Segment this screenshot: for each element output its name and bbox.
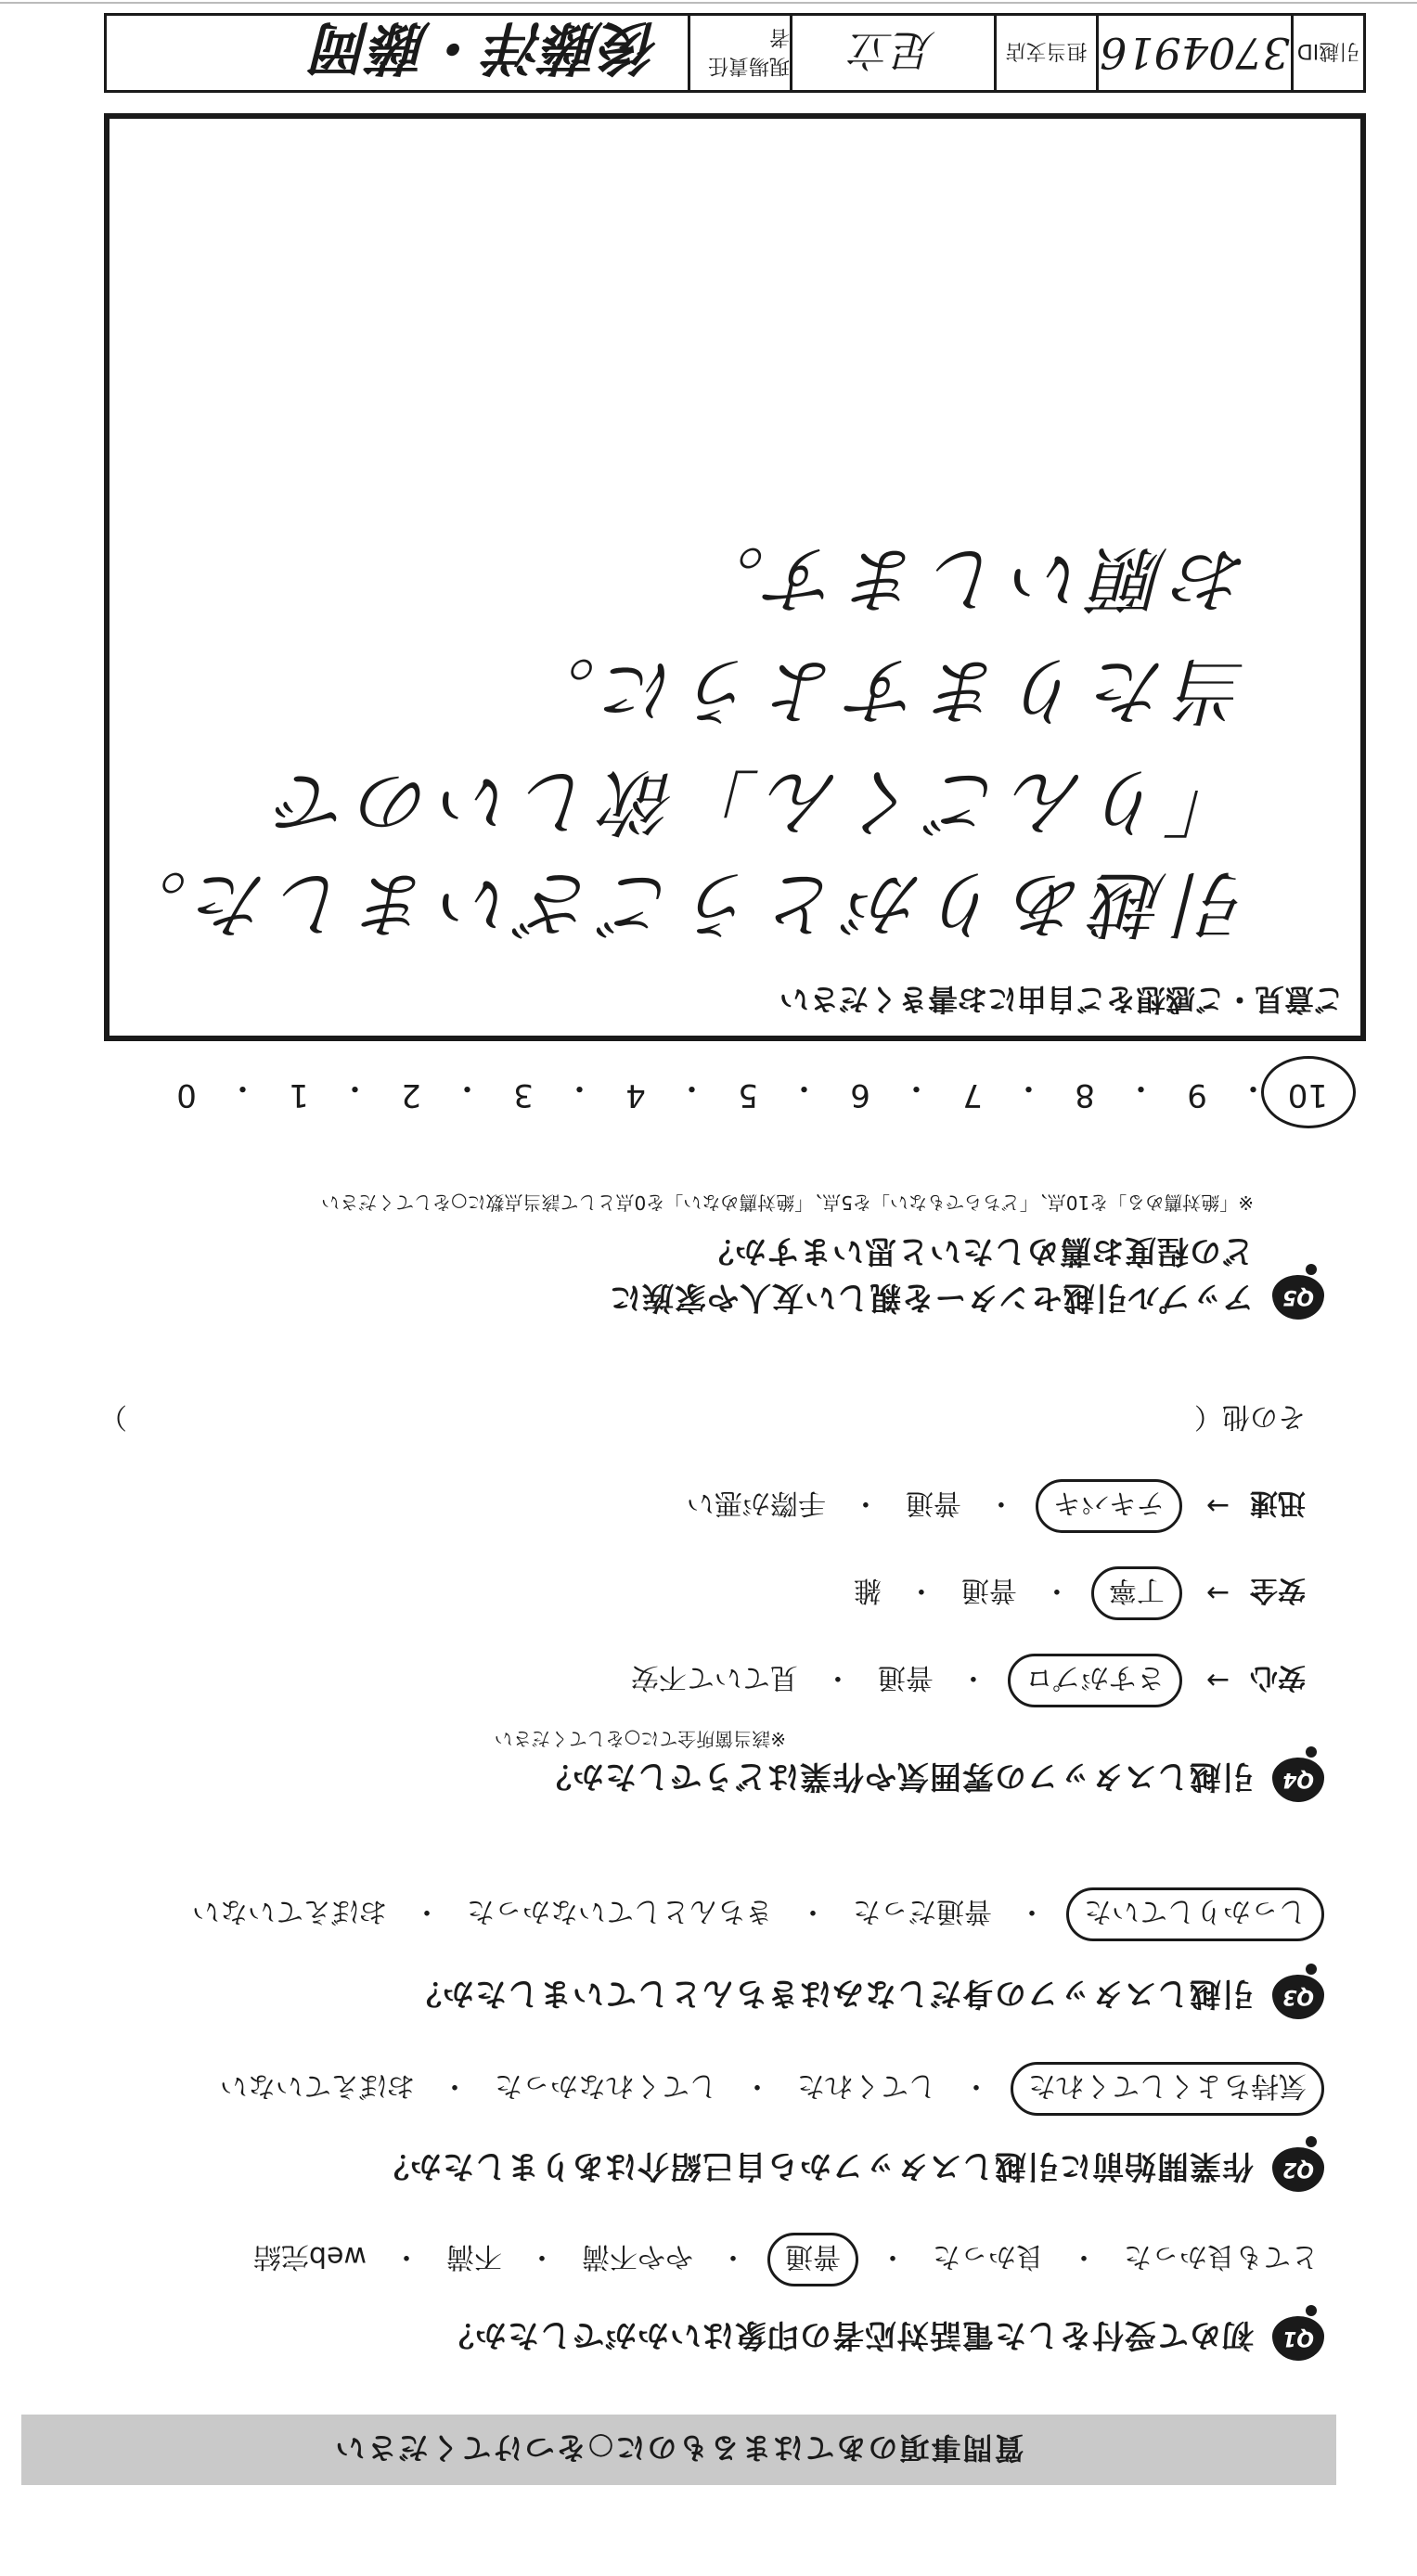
q1-options: とても良かった ・ 良かった ・ 普通 ・ やや不満 ・ 不満 ・ web完結 <box>248 2233 1324 2286</box>
q4-option[interactable]: 雑 <box>853 1574 882 1606</box>
scale-option[interactable]: 0 <box>176 1076 197 1114</box>
scale-option[interactable]: 9 <box>1187 1076 1207 1114</box>
q4-option[interactable]: 手際が悪い <box>686 1487 826 1519</box>
arrow-right-icon: → <box>1205 1489 1230 1523</box>
scale-option[interactable]: 7 <box>962 1076 983 1114</box>
q4-option[interactable]: 普通 <box>960 1574 1017 1606</box>
q4-option[interactable]: 普通 <box>877 1661 934 1694</box>
scale-option[interactable]: 8 <box>1075 1076 1095 1114</box>
branch-value: 足立 <box>790 16 994 90</box>
q2-option[interactable]: してくれた <box>797 2069 936 2102</box>
id-label: 引越ID <box>1291 16 1363 90</box>
q5-question-line1: アップル引越センターを親しい友人や家族に <box>609 1279 1254 1316</box>
q4-other <box>99 1399 1306 1440</box>
comment-box[interactable] <box>104 113 1366 1041</box>
q4-option-selected[interactable]: 丁寧 <box>1091 1566 1182 1620</box>
branch-label: 担当支店 <box>994 16 1096 90</box>
leader-value: 後藤洋・藤岡 <box>314 14 660 83</box>
q2-badge: Q2 <box>1272 2147 1324 2192</box>
id-value: 3704916 <box>1096 16 1291 90</box>
q3-option[interactable]: 普通だった <box>853 1895 992 1927</box>
instruction-text: 質問事項のあてはまるものに○をつけてください <box>333 2430 1024 2466</box>
q1-option[interactable]: とても良かった <box>1124 2240 1319 2273</box>
comment-title: ご意見・ご感想をご自由にお書きください <box>779 982 1344 1017</box>
q4-question: 引越しスタッフの雰囲気や作業はどうでしたか？ <box>539 1758 1254 1795</box>
instruction-banner <box>21 2415 1336 2485</box>
q4-option[interactable]: 見ていて不安 <box>630 1661 798 1694</box>
q2-question: 作業開始前に引越しスタッフから自己紹介はありましたか？ <box>377 2147 1254 2184</box>
q2-option[interactable]: してくれなかった <box>495 2069 717 2102</box>
q4-row-anshin: 安心 → さすがプロ ・ 普通 ・ 見ていて不安 <box>625 1654 1306 1707</box>
q5-question-line2: どの程度お薦めしたいと思いますか？ <box>702 1232 1254 1269</box>
comment-line: お願いします。 <box>683 536 1249 620</box>
q2-option-selected[interactable]: 気持ちよくしてくれた <box>1011 2062 1324 2116</box>
q4-option-selected[interactable]: さすがプロ <box>1008 1654 1182 1707</box>
q1-option[interactable]: やや不満 <box>582 2240 693 2273</box>
q3-question: 引越しスタッフの身だしなみはきちんとしていましたか？ <box>409 1975 1254 2012</box>
q3-option[interactable]: きちんとしていなかった <box>467 1895 773 1927</box>
q4-option[interactable]: 普通 <box>905 1487 961 1519</box>
scale-option[interactable]: 6 <box>850 1076 870 1114</box>
q4-option-selected[interactable]: テキパキ <box>1036 1479 1182 1533</box>
q5-badge: Q5 <box>1272 1275 1324 1320</box>
scale-option[interactable]: 1 <box>289 1076 309 1114</box>
q4-other-label: その他（ <box>1194 1400 1306 1433</box>
q4-other-close: ） <box>99 1400 127 1433</box>
scale-option[interactable]: 2 <box>401 1076 421 1114</box>
scan-edge-line <box>0 2 1417 4</box>
q2-option[interactable]: おぼえていない <box>220 2069 415 2102</box>
arrow-right-icon: → <box>1205 1664 1230 1697</box>
q3-option[interactable]: おぼえていない <box>192 1895 387 1927</box>
footer-table <box>104 13 1366 93</box>
scale-option[interactable]: 4 <box>625 1076 646 1114</box>
q4-badge: Q4 <box>1272 1758 1324 1802</box>
q4-row-label: 安心 <box>1250 1661 1306 1694</box>
q1-option[interactable]: web完結 <box>252 2240 367 2273</box>
q2-options: 気持ちよくしてくれた ・ してくれた ・ してくれなかった ・ おぼえていない <box>214 2062 1324 2116</box>
q1-option[interactable]: 不満 <box>446 2240 502 2273</box>
scale-option-selected[interactable]: 10 <box>1291 1068 1328 1114</box>
q3-option-selected[interactable]: しっかりしていた <box>1066 1887 1324 1941</box>
q1-option[interactable]: 良かった <box>933 2240 1044 2273</box>
q4-row-anzen: 安全 → 丁寧 ・ 普通 ・ 雑 <box>848 1566 1306 1620</box>
q1-question: 初めて受付をした電話対応者の印象はいかがでしたか？ <box>442 2316 1254 2353</box>
comment-line: 「りんごくん」欲しいので <box>268 759 1249 843</box>
q4-note: ※該当箇所全てに○をしてください <box>494 1728 786 1750</box>
q1-option-selected[interactable]: 普通 <box>767 2233 858 2286</box>
q1-badge: Q1 <box>1272 2316 1324 2361</box>
q4-row-jinsoku: 迅速 → テキパキ ・ 普通 ・ 手際が悪い <box>681 1479 1306 1533</box>
q5-note: ※「絶対薦める」を10点、「どちらでもない」を5点、「絶対薦めない」を0点として該当点数に○をしてください <box>321 1191 1254 1214</box>
comment-line: 引越ありがとうございました。 <box>105 861 1249 945</box>
comment-line: 当たりますように。 <box>513 648 1249 731</box>
leader-label: 現場責任者 <box>688 16 790 90</box>
arrow-right-icon: → <box>1205 1577 1230 1610</box>
q3-options: しっかりしていた ・ 普通だった ・ きちんとしていなかった ・ おぼえていない <box>187 1887 1324 1941</box>
q4-row-label: 迅速 <box>1250 1487 1306 1519</box>
q3-badge: Q3 <box>1272 1975 1324 2019</box>
scale-option[interactable]: 3 <box>513 1076 534 1114</box>
q5-scale: 10 ・ 9 ・ 8 ・ 7 ・ 6 ・ 5 ・ 4 ・ 3 ・ 2 ・ 1 ・ 0 <box>168 1068 1328 1114</box>
q4-row-label: 安全 <box>1250 1574 1306 1606</box>
scale-option[interactable]: 5 <box>738 1076 758 1114</box>
